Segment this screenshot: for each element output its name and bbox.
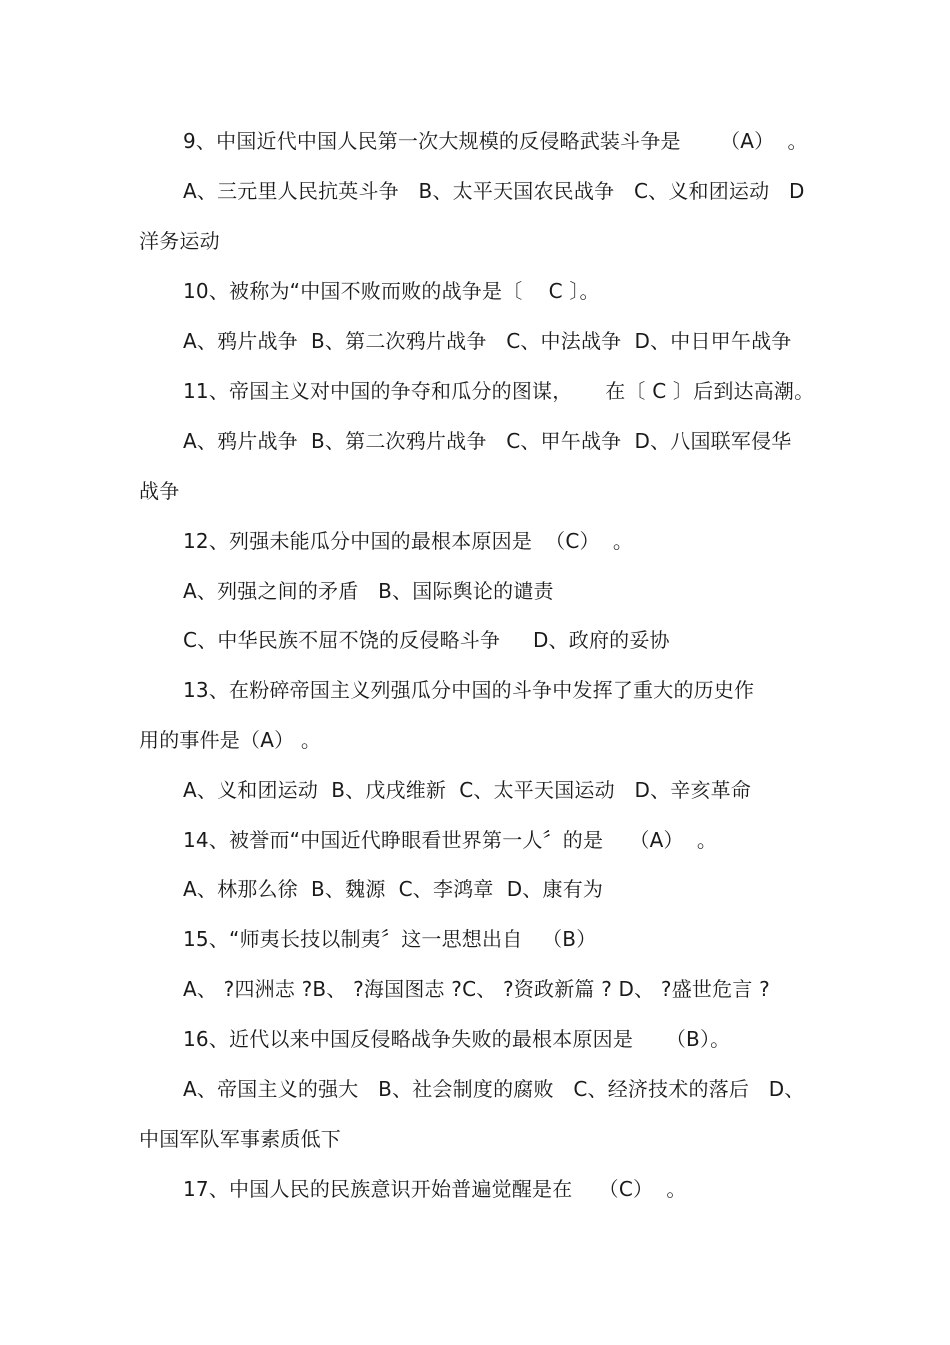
- question-16-options-cont: 中国军队军事素质低下: [139, 1127, 341, 1151]
- question-11: 11、帝国主义对中国的争夺和瓜分的图谋， 在〔 C 〕后到达高潮。: [183, 379, 815, 403]
- question-9-options: A、三元里人民抗英斗争 B、太平天国农民战争 C、义和团运动 D: [183, 179, 805, 203]
- question-10: 10、被称为“中国不败而败的战争是〔 C 〕。: [183, 279, 600, 303]
- question-9-options-cont: 洋务运动: [139, 229, 220, 253]
- question-16: 16、近代以来中国反侵略战争失败的最根本原因是 （B）。: [183, 1027, 731, 1051]
- question-13-options: A、义和团运动 B、戊戌维新 C、太平天国运动 D、辛亥革命: [183, 778, 752, 802]
- question-13-cont: 用的事件是（A） 。: [139, 728, 322, 752]
- question-14-options: A、林那么徐 B、魏源 C、李鸿章 D、康有为: [183, 877, 604, 901]
- question-15-options: A、 ?四洲志 ?B、 ?海国图志 ?C、 ?资政新篇 ? D、 ?盛世危言 ?: [183, 977, 770, 1001]
- question-12-options-ab: A、列强之间的矛盾 B、国际舆论的谴责: [183, 579, 554, 603]
- question-11-options: A、鸦片战争 B、第二次鸦片战争 C、甲午战争 D、八国联军侵华: [183, 429, 792, 453]
- question-13: 13、在粉碎帝国主义列强瓜分中国的斗争中发挥了重大的历史作: [183, 678, 755, 702]
- question-15: 15、“师夷长技以制夷〞这一思想出自 （B）: [183, 927, 597, 951]
- question-17: 17、中国人民的民族意识开始普遍觉醒是在 （C） 。: [183, 1177, 687, 1201]
- question-10-options: A、鸦片战争 B、第二次鸦片战争 C、中法战争 D、中日甲午战争: [183, 329, 792, 353]
- question-11-options-cont: 战争: [139, 479, 180, 503]
- question-12: 12、列强未能瓜分中国的最根本原因是 （C） 。: [183, 529, 634, 553]
- question-9: 9、中国近代中国人民第一次大规模的反侵略武装斗争是 （A） 。: [183, 129, 808, 153]
- question-14: 14、被誉而“中国近代睁眼看世界第一人〞的是 （A） 。: [183, 828, 718, 852]
- question-12-options-cd: C、中华民族不屈不饶的反侵略斗争 D、政府的妥协: [183, 628, 670, 652]
- question-16-options: A、帝国主义的强大 B、社会制度的腐败 C、经济技术的落后 D、: [183, 1077, 805, 1101]
